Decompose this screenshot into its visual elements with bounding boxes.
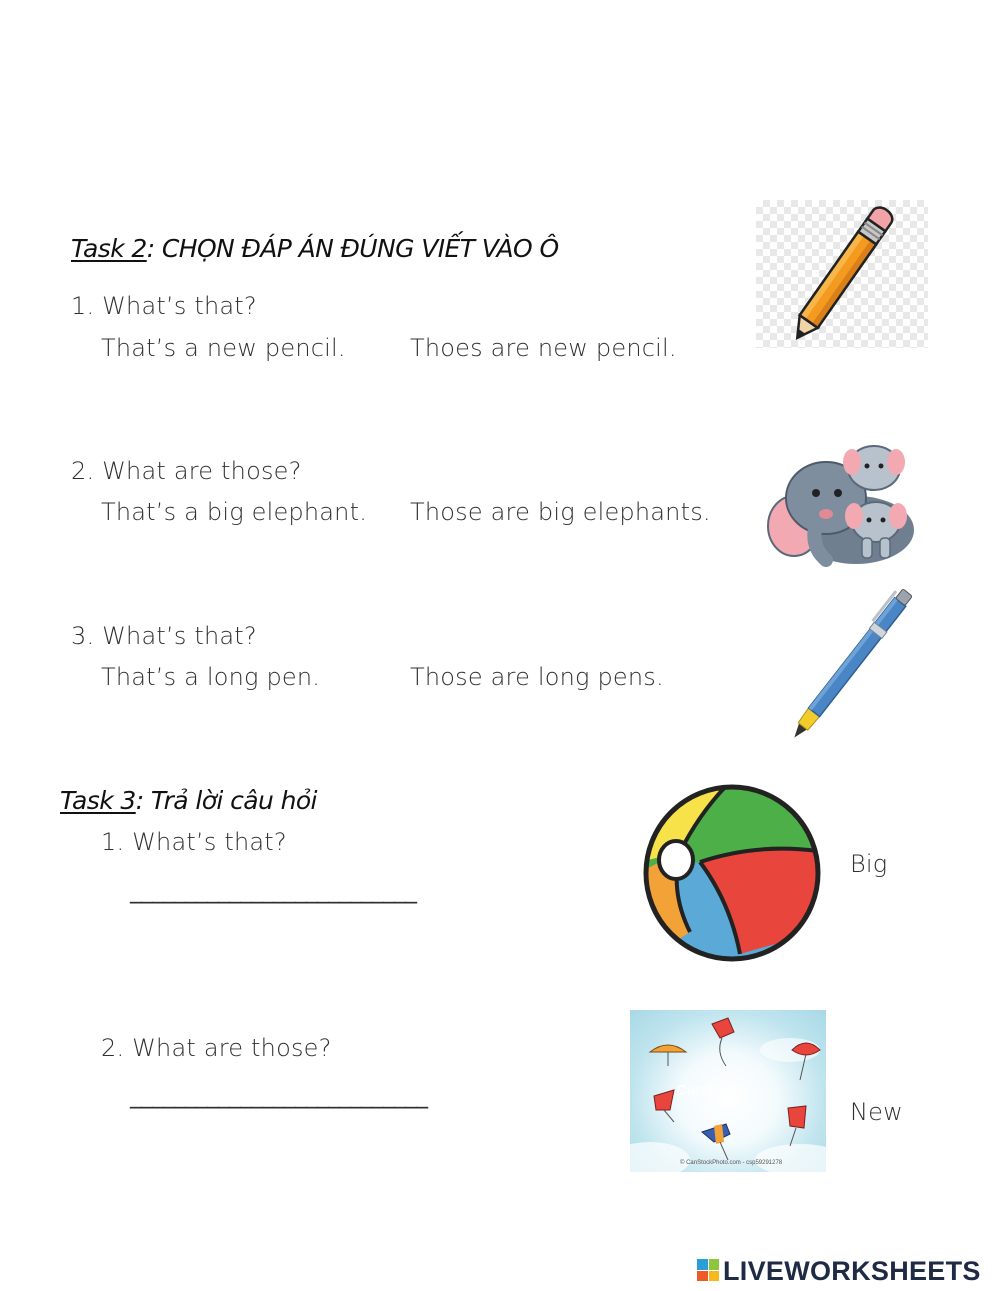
task3-question-1: 1. What’s that? [101,828,287,856]
task2-question-1: 1. What’s that? [71,292,257,320]
task3-hint-2: New [850,1098,903,1126]
kites-image [630,1010,826,1172]
task3-hint-1: Big [850,850,888,878]
task2-q1-option-b[interactable]: Thoes are new pencil. [410,334,677,362]
canstock-watermark: CanStock [676,1082,746,1099]
liveworksheets-logo[interactable] [697,1256,997,1286]
beach-ball-icon [640,782,824,964]
task3-answer-2-blank[interactable]: ___________________________ [130,1081,427,1109]
elephants-image [764,438,922,568]
pencil-image [756,200,928,348]
task2-q1-option-a[interactable]: That’s a new pencil. [101,334,346,362]
logo-text: LIVEWORKSHEETS [723,1256,981,1286]
beach-ball-image [640,782,824,964]
pencil-icon [756,200,928,348]
task2-q3-option-b[interactable]: Those are long pens. [410,663,664,691]
pen-image [772,586,930,744]
elephants-icon [764,438,922,568]
task3-heading: Task 3: Trả lời câu hỏi [60,786,317,815]
pen-icon [772,586,930,744]
task2-q3-option-a[interactable]: That’s a long pen. [101,663,321,691]
task3-question-2: 2. What are those? [101,1034,332,1062]
task3-answer-1-blank[interactable]: __________________________ [130,876,416,904]
task2-heading: Task 2: CHỌN ĐÁP ÁN ĐÚNG VIẾT VÀO Ô [71,234,559,263]
task2-q2-option-a[interactable]: That’s a big elephant. [101,498,368,526]
task2-q2-option-b[interactable]: Those are big elephants. [410,498,711,526]
task2-question-2: 2. What are those? [71,457,302,485]
task2-question-3: 3. What’s that? [71,622,257,650]
logo-grid-icon [697,1259,719,1281]
canstock-credit: © CanStockPhoto.com - csp59291278 [680,1160,783,1166]
